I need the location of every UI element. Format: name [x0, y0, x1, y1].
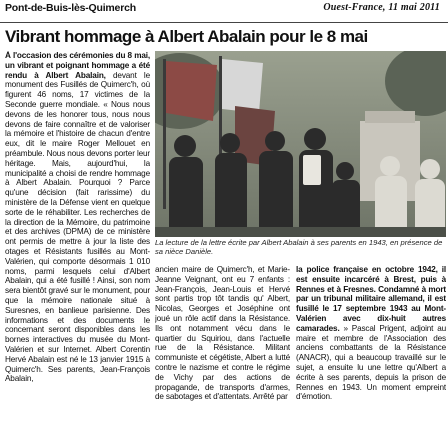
header-bar: [0, 0, 448, 16]
article-column-2: ancien maire de Quimerc'h, et Marie-Jeanne Veignant, ont eu 7 enfants : Jean-François, Jean-Louis et Hervé sont partis trop tôt tandis qu' Albert, Nicolas, Georges et Joséphine ont joué un rôle actif dans la Résistance. Ils ont notamment vécu dans le quartier du Squiriou, dans l'actuelle rue de la Résistance. Militant communiste et cégétiste, Albert a lutté contre le nazisme et contre le régime de Vichy par des actions de propagande, de transports d'armes, de sabotages et d'attentats. Arrêté par: [155, 265, 290, 402]
article-paragraph: devant le monument des Fusillés de Quimerc'h, où figurent 46 noms, 17 victimes de la Seconde guerre mondiale. « Nous nous devons de les honorer tous, nous nous devons de faire connaître et de valoriser la mémoire et l'histoire de chacun d'entre eux, dit le maire Roger Mellouet en préambule. Nous nous devons porter leur héritage. Mais, aujourd'hui, la municipalité a choisi de rendre hommage à Albert Abalain. Pourquoi ? Parce qu'une décision (fait rarissime) du ministère de la Défense vient en quelque sorte de le réhabiliter. Les recherches de la direction de la Mémoire, du patrimoine et des archives (DPMA) de ce ministère ont permis de mettre à jour la liste des otages et Résistants fusillés au Mont-Valérien, qui comporte désormais 1 010 noms, parmi lesquels celui d'Albert Abalain, qui a été fusillé ! Ainsi, son nom sera bientôt gravé sur le monument, pour que la mémoire nationale situé à Suresnes, en banlieue parisienne. Des informations et des documents le concernant seront disponibles dans les bornes interactives du musée du Mont-Valérien et sur Internet. Albert Corentin Hervé Abalain est né le 13 janvier 1915 à Quimerc'h. Ses parents, Jean-François Abalain,: [5, 70, 150, 384]
article-bold-passage: la police française en octobre 1942, il est ensuite incarcéré à Brest, puis à Rennes et à Fresnes. Condamné à mort par un tribunal militaire allemand, il est fusillé le 17 septembre 1943 au Mont-Valérien avec dix-huit autres camarades.: [296, 265, 446, 333]
article-column-1: [5, 51, 150, 423]
article-lead: À l'occasion des cérémonies du 8 mai, un vibrant et poignant hommage a été rendu à Albert Abalain,: [5, 51, 150, 80]
article-title: Vibrant hommage à Albert Abalain pour le 8 mai: [5, 27, 368, 46]
photo-caption: La lecture de la lettre écrite par Albert Abalain à ses parents en 1943, en présence de sa nièce Danièle.: [155, 238, 443, 257]
newspaper-source: Ouest-France, 11 mai 2011: [323, 2, 440, 13]
article-column-3: [296, 265, 446, 425]
header-rule: [0, 22, 448, 23]
article-closing-paragraph: » Pascal Prigent, adjoint au maire et membre de l'Association des anciens combattants de la Résistance (ANACR), qui a beaucoup travaillé sur le sujet, a ensuite lu une lettre qu'Albert a écrite à ses parents, depuis la prison de Rennes en 1943. Un moment empreint d'émotion.: [296, 323, 446, 402]
town-heading: Pont-de-Buis-lès-Quimerch: [5, 2, 136, 14]
ceremony-photo-illustration: [155, 51, 446, 237]
article-photo: [155, 51, 446, 237]
